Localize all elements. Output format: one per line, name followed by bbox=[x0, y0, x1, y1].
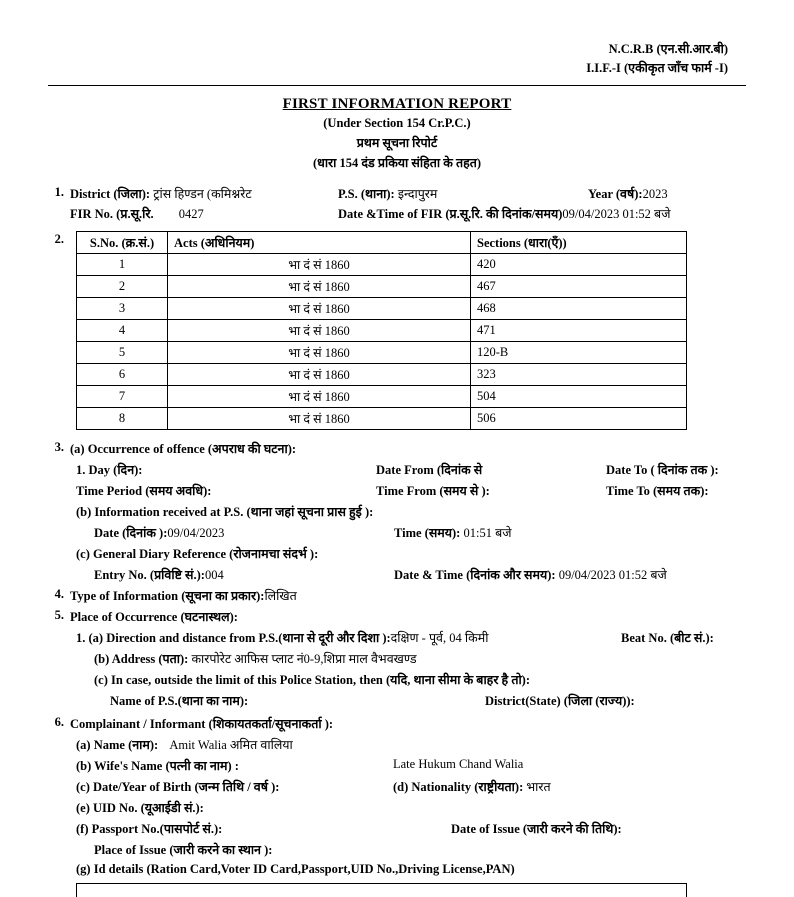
info-received-row bbox=[94, 524, 746, 541]
section-4-number: 4. bbox=[54, 586, 64, 601]
title-subtitle-hindi-section: (धारा 154 दंड प्रकिया संहिता के तहत) bbox=[312, 155, 482, 170]
cell-sno: 2 bbox=[77, 275, 168, 297]
place-of-issue-label: Place of Issue (जारी करने का स्थान ): bbox=[94, 842, 273, 857]
cell-act: भा दं सं 1860 bbox=[168, 319, 471, 341]
ps-name-label: Name of P.S.(थाना का नाम): bbox=[110, 693, 249, 708]
nationality-label: (d) Nationality (राष्ट्रीयता): bbox=[393, 779, 524, 794]
outside-limit-row bbox=[110, 692, 746, 709]
district-label: District (जिला): bbox=[70, 186, 151, 201]
table-row bbox=[77, 363, 687, 385]
id-details-label: (g) Id details (Ration Card,Voter ID Card,Passport,UID No.,Driving License,PAN) bbox=[76, 861, 515, 876]
time-period-label: Time Period (समय अवधि): bbox=[76, 483, 212, 498]
year-value: 2023 bbox=[642, 186, 668, 201]
direction-distance-value: दक्षिण - पूर्व, 04 किमी bbox=[390, 630, 489, 645]
issue-date-label: Date of Issue (जारी करने की तिथि): bbox=[451, 821, 622, 836]
info-time-value: 01:51 बजे bbox=[463, 525, 512, 540]
cell-sno: 7 bbox=[77, 385, 168, 407]
time-to-field bbox=[606, 482, 746, 499]
beat-no-label: Beat No. (बीट सं.): bbox=[621, 630, 714, 645]
fir-datetime-field bbox=[338, 205, 746, 222]
cell-section: 504 bbox=[471, 385, 687, 407]
general-diary-reference-label: (c) General Diary Reference (रोजनामचा संदर्भ ): bbox=[76, 546, 319, 561]
gd-datetime-value: 09/04/2023 01:52 बजे bbox=[558, 567, 667, 582]
agency-header bbox=[48, 40, 746, 79]
fir-datetime-value: 09/04/2023 01:52 बजे bbox=[562, 206, 671, 221]
passport-issue-date-field bbox=[451, 820, 746, 837]
entry-no-label: Entry No. (प्रविष्टि सं.): bbox=[94, 567, 205, 582]
direction-distance-row bbox=[76, 629, 746, 646]
cell-act: भा दं सं 1860 bbox=[168, 385, 471, 407]
time-to-label: Time To (समय तक): bbox=[606, 483, 709, 498]
info-date-value: 09/04/2023 bbox=[167, 525, 225, 540]
dob-nationality-row bbox=[76, 778, 746, 795]
info-date-label: Date (दिनांक ): bbox=[94, 525, 168, 540]
cell-section: 471 bbox=[471, 319, 687, 341]
passport-no-label: (f) Passport No.(पासपोर्ट सं.): bbox=[76, 821, 223, 836]
address-value: कारपोरेट आफिस प्लाट नं0-9,शिप्रा माल वैभवखण्ड bbox=[191, 651, 417, 666]
wife-name-value: Late Hukum Chand Walia bbox=[393, 756, 524, 771]
col-header-sections: Sections (धारा(एँ)) bbox=[471, 231, 687, 253]
col-header-acts: Acts (अधिनियम) bbox=[168, 231, 471, 253]
uid-row bbox=[76, 799, 746, 816]
year-field bbox=[588, 185, 746, 202]
cell-act: भा दं सं 1860 bbox=[168, 407, 471, 429]
title-block bbox=[48, 96, 746, 171]
place-of-issue-row bbox=[94, 841, 746, 858]
beat-no-field bbox=[621, 629, 746, 646]
address-label: (b) Address (पता): bbox=[94, 651, 189, 666]
complainant-label: Complainant / Informant (शिकायतकर्ता/सूचनाकर्ता ): bbox=[70, 716, 334, 731]
cell-act: भा दं सं 1860 bbox=[168, 297, 471, 319]
ps-name-field bbox=[110, 692, 485, 709]
district-value: ट्रांस हिण्डन (कमिश्नरेट bbox=[153, 186, 252, 201]
table-row bbox=[77, 319, 687, 341]
outside-limit-label: (c) In case, outside the limit of this Police Station, then (यदि, थाना सीमा के बाहर है तो): bbox=[94, 672, 531, 687]
table-row bbox=[77, 407, 687, 429]
section-5-row bbox=[48, 608, 746, 625]
section-4-row bbox=[48, 587, 746, 604]
cell-section: 468 bbox=[471, 297, 687, 319]
dob-field bbox=[76, 778, 393, 795]
gd-datetime-label: Date & Time (दिनांक और समय): bbox=[394, 567, 556, 582]
info-time-label: Time (समय): bbox=[394, 525, 461, 540]
fir-no-value: 0427 bbox=[178, 206, 204, 221]
district-state-label: District(State) (जिला (राज्य)): bbox=[485, 693, 635, 708]
day-field bbox=[76, 461, 376, 478]
time-from-field bbox=[376, 482, 606, 499]
info-date-field bbox=[94, 524, 394, 541]
table-row bbox=[77, 253, 687, 275]
type-of-information-field bbox=[70, 587, 746, 604]
wife-name-field bbox=[76, 757, 393, 774]
section-5-number: 5. bbox=[54, 607, 64, 622]
uid-label: (e) UID No. (यूआईडी सं.): bbox=[76, 800, 204, 815]
ps-value: इन्दापुरम bbox=[397, 186, 438, 201]
section-3-row bbox=[48, 440, 746, 457]
cell-section: 420 bbox=[471, 253, 687, 275]
dob-label: (c) Date/Year of Birth (जन्म तिथि / वर्ष ): bbox=[76, 779, 280, 794]
type-of-information-label: Type of Information (सूचना का प्रकार): bbox=[70, 588, 265, 603]
fir-no-label: FIR No. (प्र.सू.रि. bbox=[70, 206, 154, 221]
direction-distance-field bbox=[76, 629, 621, 646]
header-divider bbox=[48, 85, 746, 86]
entry-no-field bbox=[94, 566, 394, 583]
type-of-information-value: लिखित bbox=[264, 588, 297, 603]
table-row bbox=[77, 275, 687, 297]
fir-datetime-label: Date &Time of FIR (प्र.सू.रि. की दिनांक/समय) bbox=[338, 206, 563, 221]
cell-act: भा दं सं 1860 bbox=[168, 275, 471, 297]
table-row bbox=[77, 297, 687, 319]
info-time-field bbox=[394, 524, 746, 541]
day-label: 1. Day (दिन): bbox=[76, 462, 143, 477]
complainant-name-row bbox=[76, 736, 746, 753]
title-subtitle-section: (Under Section 154 Cr.P.C.) bbox=[323, 115, 471, 130]
section-6-row bbox=[48, 715, 746, 732]
ps-field bbox=[338, 185, 588, 202]
date-to-field bbox=[606, 461, 746, 478]
cell-sno: 4 bbox=[77, 319, 168, 341]
occurrence-day-row bbox=[76, 461, 746, 478]
nationality-field bbox=[393, 778, 746, 795]
complainant-name-label: (a) Name (नाम): bbox=[76, 737, 159, 752]
page-title: FIRST INFORMATION REPORT bbox=[282, 95, 512, 112]
section-1-row-1 bbox=[48, 185, 746, 202]
ps-label: P.S. (थाना): bbox=[338, 186, 395, 201]
direction-distance-label: 1. (a) Direction and distance from P.S.(थाना से दूरी और दिशा ): bbox=[76, 630, 391, 645]
district-state-field bbox=[485, 692, 746, 709]
passport-row bbox=[76, 820, 746, 837]
cell-act: भा दं सं 1860 bbox=[168, 341, 471, 363]
nationality-value: भारत bbox=[526, 779, 551, 794]
iif-line: I.I.F.-I (एकीकृत जाँच फार्म -I) bbox=[586, 61, 728, 76]
table-row bbox=[77, 385, 687, 407]
cell-sno: 6 bbox=[77, 363, 168, 385]
col-header-sno: S.No. (क्र.सं.) bbox=[77, 231, 168, 253]
cell-sno: 8 bbox=[77, 407, 168, 429]
entry-no-value: 004 bbox=[204, 567, 224, 582]
section-6-number: 6. bbox=[54, 714, 64, 729]
cell-section: 120-B bbox=[471, 341, 687, 363]
cell-sno: 3 bbox=[77, 297, 168, 319]
table-row bbox=[77, 341, 687, 363]
cell-section: 506 bbox=[471, 407, 687, 429]
complainant-name-value: Amit Walia अमित वालिया bbox=[169, 737, 293, 752]
cell-act: भा दं सं 1860 bbox=[168, 363, 471, 385]
wife-name-row bbox=[76, 757, 746, 774]
info-received-label: (b) Information received at P.S. (थाना जहां सूचना प्रास हुई ): bbox=[76, 504, 374, 519]
wife-name-label: (b) Wife's Name (पत्नी का नाम) : bbox=[76, 758, 239, 773]
year-label: Year (वर्ष): bbox=[588, 186, 643, 201]
time-period-field bbox=[76, 482, 376, 499]
cell-section: 323 bbox=[471, 363, 687, 385]
id-details-table bbox=[76, 883, 687, 897]
date-from-label: Date From (दिनांक से bbox=[376, 462, 483, 477]
cell-sno: 5 bbox=[77, 341, 168, 363]
ncrb-line: N.C.R.B (एन.सी.आर.बी) bbox=[608, 42, 728, 56]
occurrence-of-offence-label: (a) Occurrence of offence (अपराध की घटना): bbox=[70, 441, 297, 456]
form-body bbox=[48, 185, 746, 897]
cell-sno: 1 bbox=[77, 253, 168, 275]
cell-section: 467 bbox=[471, 275, 687, 297]
section-1-number: 1. bbox=[54, 184, 64, 199]
title-subtitle-hindi: प्रथम सूचना रिपोर्ट bbox=[356, 135, 438, 150]
date-from-field bbox=[376, 461, 606, 478]
section-3-number: 3. bbox=[54, 439, 64, 454]
occurrence-time-row bbox=[76, 482, 746, 499]
section-1-row-2 bbox=[48, 205, 746, 222]
gd-datetime-field bbox=[394, 566, 746, 583]
district-field bbox=[70, 185, 338, 202]
table-header-row bbox=[77, 231, 687, 253]
general-diary-row bbox=[94, 566, 746, 583]
cell-act: भा दं सं 1860 bbox=[168, 253, 471, 275]
address-row bbox=[94, 650, 746, 667]
acts-sections-table bbox=[76, 231, 687, 430]
date-to-label: Date To ( दिनांक तक ): bbox=[606, 462, 719, 477]
passport-field bbox=[76, 820, 451, 837]
section-2-number: 2. bbox=[54, 231, 64, 246]
time-from-label: Time From (समय से ): bbox=[376, 483, 490, 498]
fir-no-field bbox=[70, 205, 338, 222]
place-of-occurrence-label: Place of Occurrence (घटनास्थल): bbox=[70, 609, 238, 624]
